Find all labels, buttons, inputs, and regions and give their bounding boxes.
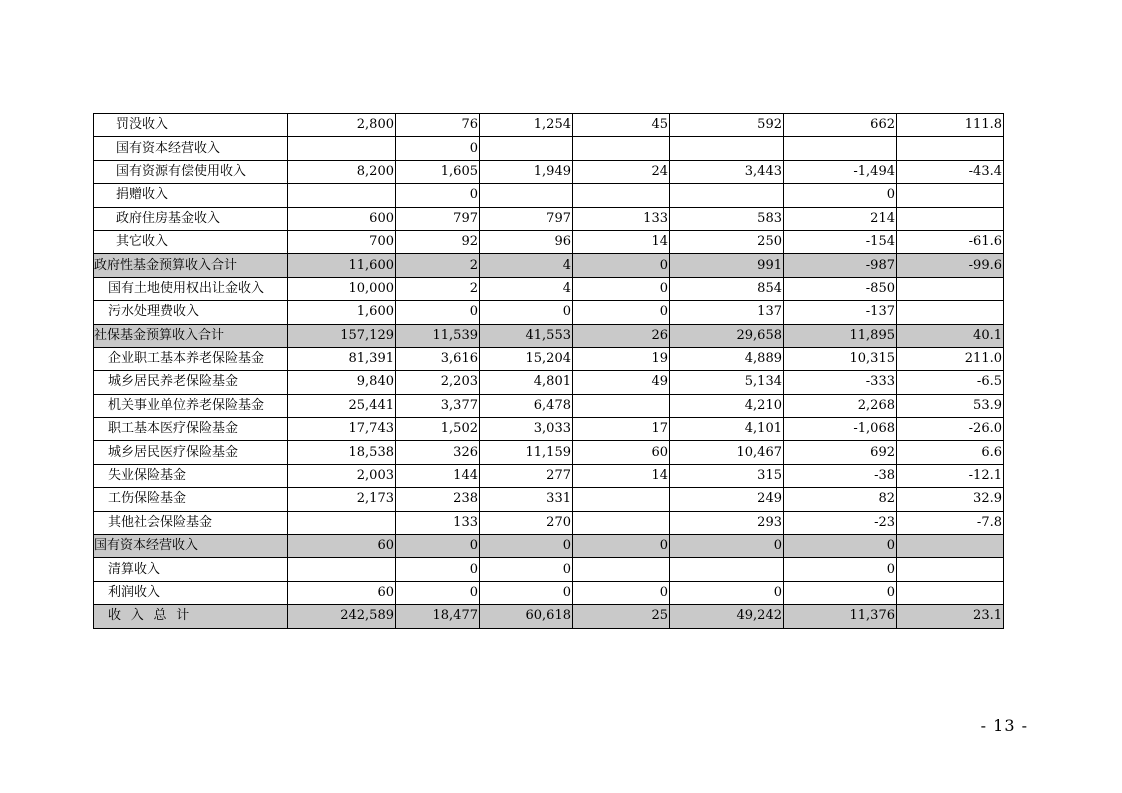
table-row	[94, 535, 1004, 558]
table-cell: 81,391	[288, 347, 396, 370]
table-cell: 331	[480, 488, 573, 511]
table-cell	[897, 137, 1004, 160]
table-row	[94, 114, 1004, 137]
row-label: 国有土地使用权出让金收入	[94, 277, 288, 300]
table-cell: 111.8	[897, 114, 1004, 137]
table-cell: 0	[396, 558, 480, 581]
table-cell: 9,840	[288, 371, 396, 394]
table-cell: 0	[396, 581, 480, 604]
table-cell	[573, 558, 670, 581]
table-cell	[897, 301, 1004, 324]
table-cell: 692	[784, 441, 897, 464]
table-cell: 17	[573, 418, 670, 441]
table-cell: 0	[396, 137, 480, 160]
table-cell: 29,658	[670, 324, 784, 347]
table-row	[94, 230, 1004, 253]
table-cell: 8,200	[288, 160, 396, 183]
table-cell: 700	[288, 230, 396, 253]
row-label: 其它收入	[94, 230, 288, 253]
table-cell	[897, 207, 1004, 230]
table-body	[94, 114, 1004, 629]
table-cell: 1,502	[396, 418, 480, 441]
table-cell: -333	[784, 371, 897, 394]
table-cell: 0	[396, 184, 480, 207]
table-cell	[670, 184, 784, 207]
table-cell: 2,173	[288, 488, 396, 511]
table-cell: 133	[396, 511, 480, 534]
table-cell: -26.0	[897, 418, 1004, 441]
row-label: 污水处理费收入	[94, 301, 288, 324]
table-row	[94, 160, 1004, 183]
table-row	[94, 324, 1004, 347]
table-row	[94, 137, 1004, 160]
table-cell: 3,443	[670, 160, 784, 183]
table-cell	[573, 394, 670, 417]
row-label: 政府性基金预算收入合计	[94, 254, 288, 277]
table-cell	[897, 558, 1004, 581]
table-cell: 0	[396, 301, 480, 324]
table-cell	[897, 277, 1004, 300]
table-cell	[670, 558, 784, 581]
table-cell: 4,889	[670, 347, 784, 370]
table-cell: 11,159	[480, 441, 573, 464]
table-cell	[288, 511, 396, 534]
table-cell: 2	[396, 277, 480, 300]
table-cell: 242,589	[288, 605, 396, 628]
table-row	[94, 558, 1004, 581]
table-cell: 0	[784, 581, 897, 604]
table-cell: 2,268	[784, 394, 897, 417]
table-row	[94, 441, 1004, 464]
table-cell: 3,616	[396, 347, 480, 370]
table-row	[94, 347, 1004, 370]
table-cell	[573, 511, 670, 534]
table-cell: 4	[480, 277, 573, 300]
row-label: 机关事业单位养老保险基金	[94, 394, 288, 417]
table-cell: 96	[480, 230, 573, 253]
table-cell: 10,315	[784, 347, 897, 370]
table-cell: 11,376	[784, 605, 897, 628]
table-cell: -38	[784, 464, 897, 487]
table-cell: 11,895	[784, 324, 897, 347]
table-cell: 41,553	[480, 324, 573, 347]
table-cell: 17,743	[288, 418, 396, 441]
table-cell: 25,441	[288, 394, 396, 417]
table-cell: -43.4	[897, 160, 1004, 183]
table-cell: 0	[670, 581, 784, 604]
table-cell: 2,800	[288, 114, 396, 137]
table-cell: 82	[784, 488, 897, 511]
table-cell: 0	[396, 535, 480, 558]
table-cell: 92	[396, 230, 480, 253]
table-cell: 0	[573, 254, 670, 277]
table-cell	[573, 184, 670, 207]
table-cell: 15,204	[480, 347, 573, 370]
table-cell: 0	[573, 277, 670, 300]
table-cell: 137	[670, 301, 784, 324]
table-cell: 249	[670, 488, 784, 511]
table-row	[94, 254, 1004, 277]
table-cell: 2,003	[288, 464, 396, 487]
page-number: - 13 -	[980, 716, 1028, 735]
table-cell: 60	[573, 441, 670, 464]
table-cell: 0	[784, 184, 897, 207]
table-cell: 10,000	[288, 277, 396, 300]
table-cell: -61.6	[897, 230, 1004, 253]
table-cell: 214	[784, 207, 897, 230]
table-cell: 10,467	[670, 441, 784, 464]
table-cell: 6.6	[897, 441, 1004, 464]
table-cell: 14	[573, 464, 670, 487]
table-cell: 14	[573, 230, 670, 253]
table-cell: -12.1	[897, 464, 1004, 487]
row-label: 城乡居民医疗保险基金	[94, 441, 288, 464]
row-label: 收入总计	[94, 605, 288, 628]
table-cell	[897, 581, 1004, 604]
table-cell: 60,618	[480, 605, 573, 628]
table-cell: 1,949	[480, 160, 573, 183]
table-cell: 0	[480, 558, 573, 581]
table-cell: 49,242	[670, 605, 784, 628]
table-cell: -6.5	[897, 371, 1004, 394]
table-cell: 4	[480, 254, 573, 277]
table-cell: 133	[573, 207, 670, 230]
table-cell: 2,203	[396, 371, 480, 394]
row-label: 国有资源有偿使用收入	[94, 160, 288, 183]
row-label: 企业职工基本养老保险基金	[94, 347, 288, 370]
table-cell: 45	[573, 114, 670, 137]
table-cell: 49	[573, 371, 670, 394]
table-row	[94, 207, 1004, 230]
table-cell	[288, 184, 396, 207]
table-cell: 25	[573, 605, 670, 628]
table-cell: 1,605	[396, 160, 480, 183]
budget-revenue-table	[93, 113, 1004, 629]
table-cell: 0	[573, 581, 670, 604]
table-cell: -23	[784, 511, 897, 534]
row-label: 社保基金预算收入合计	[94, 324, 288, 347]
table-cell: 326	[396, 441, 480, 464]
row-label: 其他社会保险基金	[94, 511, 288, 534]
table-cell: 0	[480, 535, 573, 558]
table-row	[94, 511, 1004, 534]
table-cell: 250	[670, 230, 784, 253]
table-cell: 277	[480, 464, 573, 487]
table-cell: 0	[670, 535, 784, 558]
table-cell: -987	[784, 254, 897, 277]
table-cell: 1,600	[288, 301, 396, 324]
table-cell	[573, 488, 670, 511]
table-cell: 0	[573, 535, 670, 558]
table-row	[94, 605, 1004, 628]
table-cell: 991	[670, 254, 784, 277]
table-row	[94, 277, 1004, 300]
row-label: 利润收入	[94, 581, 288, 604]
table-row	[94, 418, 1004, 441]
table-cell: 76	[396, 114, 480, 137]
table-cell: -154	[784, 230, 897, 253]
row-label: 失业保险基金	[94, 464, 288, 487]
table-cell	[573, 137, 670, 160]
table-cell: 24	[573, 160, 670, 183]
table-cell: 662	[784, 114, 897, 137]
table-cell: 583	[670, 207, 784, 230]
table-cell: 0	[480, 581, 573, 604]
table-cell: 592	[670, 114, 784, 137]
table-cell: -1,068	[784, 418, 897, 441]
table-cell: 157,129	[288, 324, 396, 347]
table-cell: 0	[573, 301, 670, 324]
table-cell: 797	[480, 207, 573, 230]
row-label: 国有资本经营收入	[94, 137, 288, 160]
table-cell: 2	[396, 254, 480, 277]
table-row	[94, 581, 1004, 604]
table-cell: -7.8	[897, 511, 1004, 534]
table-cell: 53.9	[897, 394, 1004, 417]
table-row	[94, 184, 1004, 207]
table-cell: 293	[670, 511, 784, 534]
table-cell: -850	[784, 277, 897, 300]
table-cell: 32.9	[897, 488, 1004, 511]
table-cell: 23.1	[897, 605, 1004, 628]
row-label: 国有资本经营收入	[94, 535, 288, 558]
table-cell: 18,538	[288, 441, 396, 464]
table-cell: 315	[670, 464, 784, 487]
table-cell: 19	[573, 347, 670, 370]
row-label: 职工基本医疗保险基金	[94, 418, 288, 441]
table-cell: 6,478	[480, 394, 573, 417]
table-row	[94, 301, 1004, 324]
table-cell: -137	[784, 301, 897, 324]
table-cell: 4,101	[670, 418, 784, 441]
table-cell: 600	[288, 207, 396, 230]
table-cell: 270	[480, 511, 573, 534]
table-cell: 238	[396, 488, 480, 511]
row-label: 罚没收入	[94, 114, 288, 137]
table-cell	[897, 535, 1004, 558]
table-cell: 0	[480, 301, 573, 324]
table-row	[94, 488, 1004, 511]
table-cell: 11,600	[288, 254, 396, 277]
table-cell: 18,477	[396, 605, 480, 628]
table-cell: 60	[288, 535, 396, 558]
table-cell: 11,539	[396, 324, 480, 347]
table-cell: 797	[396, 207, 480, 230]
table-cell: 60	[288, 581, 396, 604]
table-cell	[480, 137, 573, 160]
table-cell: 3,377	[396, 394, 480, 417]
table-row	[94, 394, 1004, 417]
table-cell: 4,210	[670, 394, 784, 417]
row-label: 城乡居民养老保险基金	[94, 371, 288, 394]
table-cell: 40.1	[897, 324, 1004, 347]
table-cell: 5,134	[670, 371, 784, 394]
table-cell: 0	[784, 558, 897, 581]
table-cell: 3,033	[480, 418, 573, 441]
table-cell	[784, 137, 897, 160]
table-cell	[288, 137, 396, 160]
table-cell: 211.0	[897, 347, 1004, 370]
row-label: 政府住房基金收入	[94, 207, 288, 230]
table-cell: 854	[670, 277, 784, 300]
row-label: 工伤保险基金	[94, 488, 288, 511]
table-cell: 144	[396, 464, 480, 487]
table-cell	[670, 137, 784, 160]
table-row	[94, 464, 1004, 487]
table-cell: -99.6	[897, 254, 1004, 277]
row-label: 捐赠收入	[94, 184, 288, 207]
table-cell: 26	[573, 324, 670, 347]
table-cell: 0	[784, 535, 897, 558]
table-cell	[288, 558, 396, 581]
table-cell: 1,254	[480, 114, 573, 137]
table-row	[94, 371, 1004, 394]
table-cell: -1,494	[784, 160, 897, 183]
table-cell	[897, 184, 1004, 207]
table-cell: 4,801	[480, 371, 573, 394]
row-label: 清算收入	[94, 558, 288, 581]
table-cell	[480, 184, 573, 207]
